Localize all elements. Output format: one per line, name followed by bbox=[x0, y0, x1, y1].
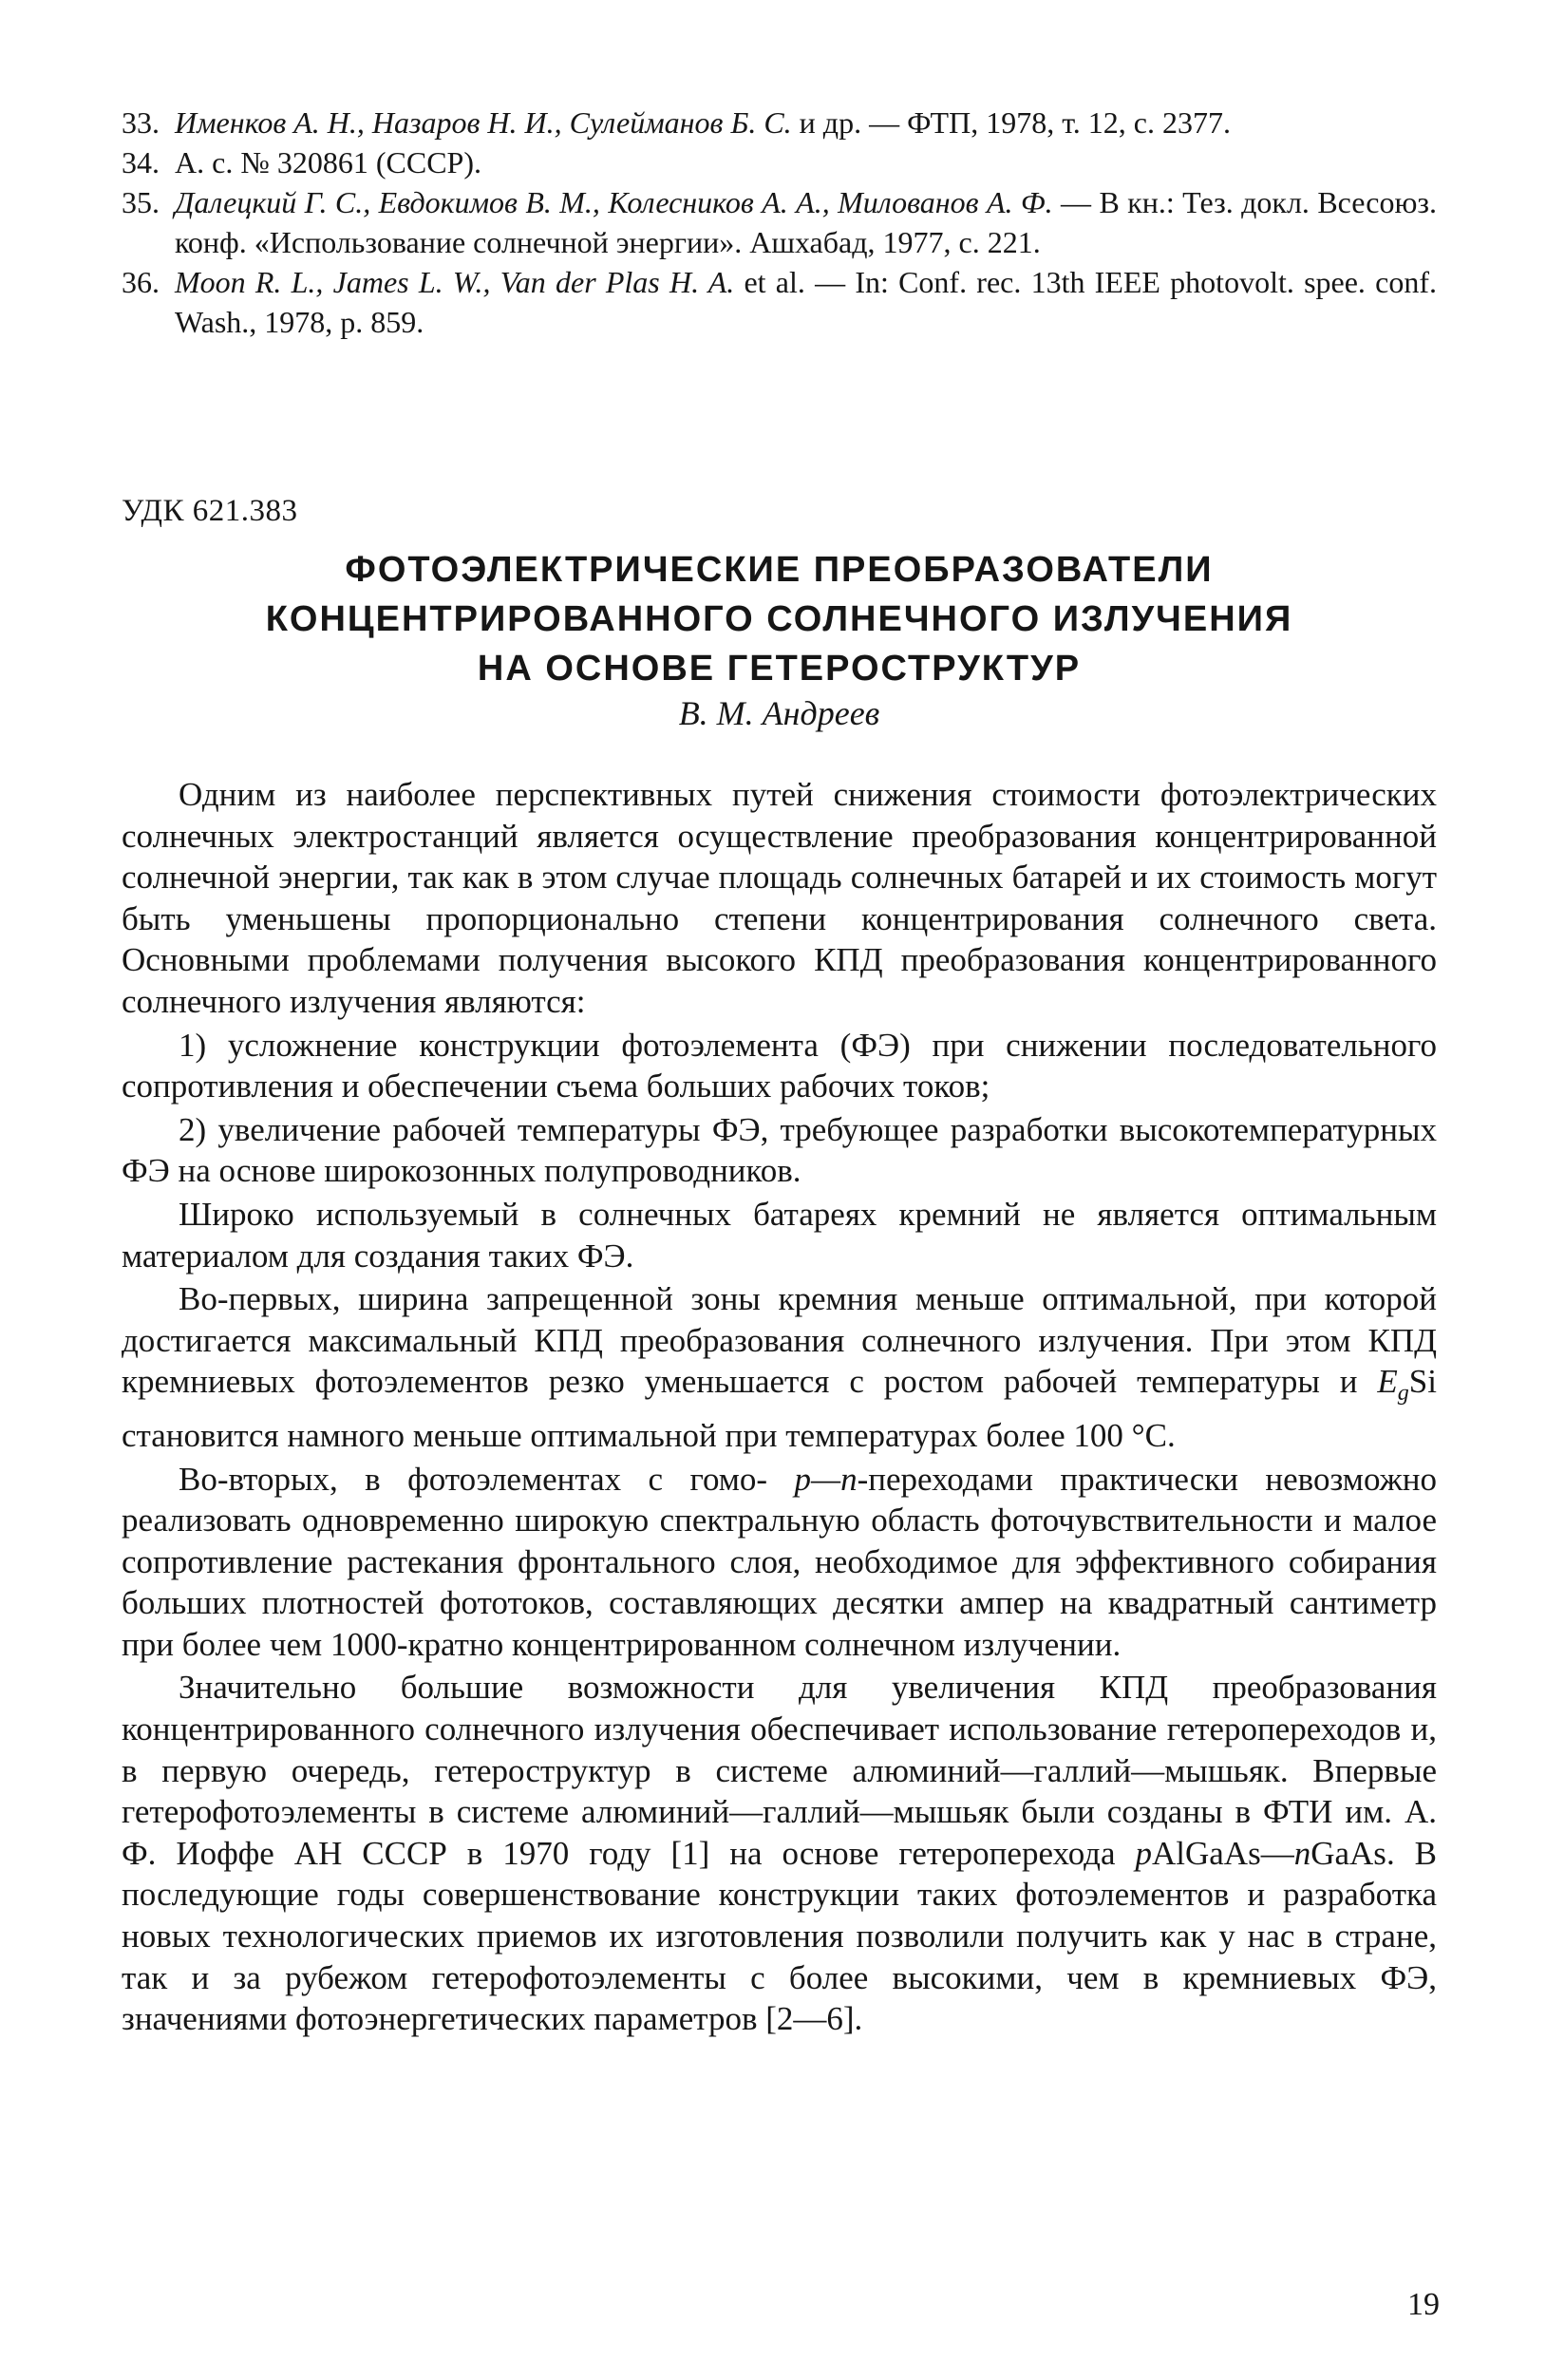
paragraph bbox=[122, 1278, 1437, 1456]
reference-text bbox=[175, 103, 1437, 142]
reference-item bbox=[122, 142, 1437, 182]
reference-number: 34. bbox=[122, 145, 160, 179]
title-line: КОНЦЕНТРИРОВАННОГО СОЛНЕЧНОГО ИЗЛУЧЕНИЯ bbox=[265, 599, 1293, 639]
reference-number: 33. bbox=[122, 105, 160, 140]
udc-code: УДК 621.383 bbox=[122, 494, 298, 528]
reference-source: А. с. № 320861 (СССР). bbox=[175, 145, 481, 179]
paragraph-text: Значительно большие возможности для увеличения КПД преобразования концентрированного солнечного излучения обеспечивает использование гетеропереходов и, в первую очередь, гетероструктур в системе алюминий—галлий—мышьяк. Впервые гетерофотоэлементы в системе алюминий—галлий—мышьяк были созданы в ФТИ им. А. Ф. Иоффе АН СССР в 1970 году [1] на основе гетероперехода bbox=[122, 1669, 1437, 1872]
paragraph-text: Во-первых, ширина запрещенной зоны кремния меньше оптимальной, при которой достигается максимальный КПД преобразования солнечного излучения. При этом КПД кремниевых фотоэлементов резко уменьшается с ростом рабочей температуры и bbox=[122, 1280, 1437, 1401]
reference-item bbox=[122, 103, 1437, 142]
title-line: ФОТОЭЛЕКТРИЧЕСКИЕ ПРЕОБРАЗОВАТЕЛИ bbox=[345, 550, 1214, 590]
paragraph: Широко используемый в солнечных батареях кремний не является оптимальным материалом для создания таких ФЭ. bbox=[122, 1195, 1437, 1275]
article-author: В. М. Андреев bbox=[678, 694, 880, 732]
list-item: 1) усложнение конструкции фотоэлемента (ФЭ) при снижении последовательного сопротивления и обеспечении съема больших рабочих токов; bbox=[122, 1026, 1437, 1105]
reference-authors: Moon R. L., James L. W., Van der Plas H. A. bbox=[175, 265, 735, 299]
page-number: 19 bbox=[1407, 2287, 1440, 2322]
formula-symbol: p—n bbox=[794, 1460, 858, 1498]
reference-number: 35. bbox=[122, 185, 160, 219]
list-item: 2) увеличение рабочей температуры ФЭ, требующее разработки высокотемпературных ФЭ на основе широкозонных полупроводников. bbox=[122, 1110, 1437, 1190]
article-title bbox=[122, 545, 1437, 693]
article-body bbox=[122, 774, 1437, 2042]
reference-source: et al. — In: Conf. rec. 13th IEEE photovolt. spee. conf. Wash., 1978, p. 859. bbox=[175, 265, 1438, 339]
reference-text bbox=[175, 182, 1437, 262]
paragraph bbox=[122, 1459, 1437, 1666]
reference-text bbox=[175, 142, 1437, 182]
formula-subscript: g bbox=[1397, 1381, 1409, 1407]
formula-symbol: n bbox=[1293, 1834, 1311, 1872]
reference-item bbox=[122, 262, 1437, 342]
paragraph bbox=[122, 1667, 1437, 2039]
formula-symbol: E bbox=[1377, 1363, 1398, 1401]
reference-number: 36. bbox=[122, 265, 160, 299]
paragraph-text: Во-вторых, в фотоэлементах с гомо- bbox=[179, 1460, 795, 1498]
paragraph-text: -переходами практически невозможно реализовать одновременно широкую спектральную область фоточувствительности и малое сопротивление растекания фронтального слоя, необходимое для эффективного собирания больших плотностей фототоков, составляющих десятки ампер на квадратный сантиметр при более чем 1000-кратно концентрированном солнечном излучении. bbox=[122, 1460, 1437, 1663]
paragraph: Одним из наиболее перспективных путей снижения стоимости фотоэлектрических солнечных электростанций является осуществление преобразования концентрированной солнечной энергии, так как в этом случае площадь солнечных батарей и их стоимость могут быть уменьшены пропорционально степени концентрирования солнечного света. Основными проблемами получения высокого КПД преобразования концентрированного солнечного излучения являются: bbox=[122, 776, 1437, 1020]
reference-source: — В кн.: Тез. докл. Всесоюз. конф. «Использование солнечной энергии». Ашхабад, 1977, с. 221. bbox=[175, 185, 1438, 259]
reference-authors: Именков А. Н., Назаров Н. И., Сулейманов Б. С. bbox=[175, 105, 792, 140]
paragraph-text: . В последующие годы совершенствование конструкции таких фотоэлементов и разработка новых технологических приемов их изготовления позволили получить как у нас в стране, так и за рубежом гетерофотоэлементы с более высокими, чем в кремниевых ФЭ, значениями фотоэнергетических параметров [2—6]. bbox=[122, 1834, 1437, 2038]
reference-list bbox=[122, 103, 1437, 342]
reference-authors: Далецкий Г. С., Евдокимов В. М., Колесников А. А., Милованов А. Ф. bbox=[175, 185, 1053, 219]
formula-text: AlGaAs— bbox=[1152, 1834, 1294, 1872]
formula-text: GaAs bbox=[1310, 1834, 1386, 1872]
formula-text: Si bbox=[1408, 1363, 1437, 1401]
paragraph-text: становится намного меньше оптимальной при температурах более 100 °С. bbox=[122, 1416, 1176, 1454]
reference-text bbox=[175, 262, 1437, 342]
formula-symbol: p bbox=[1135, 1834, 1152, 1872]
title-line: НА ОСНОВЕ ГЕТЕРОСТРУКТУР bbox=[477, 649, 1082, 689]
reference-source: и др. — ФТП, 1978, т. 12, с. 2377. bbox=[791, 105, 1231, 140]
reference-item bbox=[122, 182, 1437, 262]
